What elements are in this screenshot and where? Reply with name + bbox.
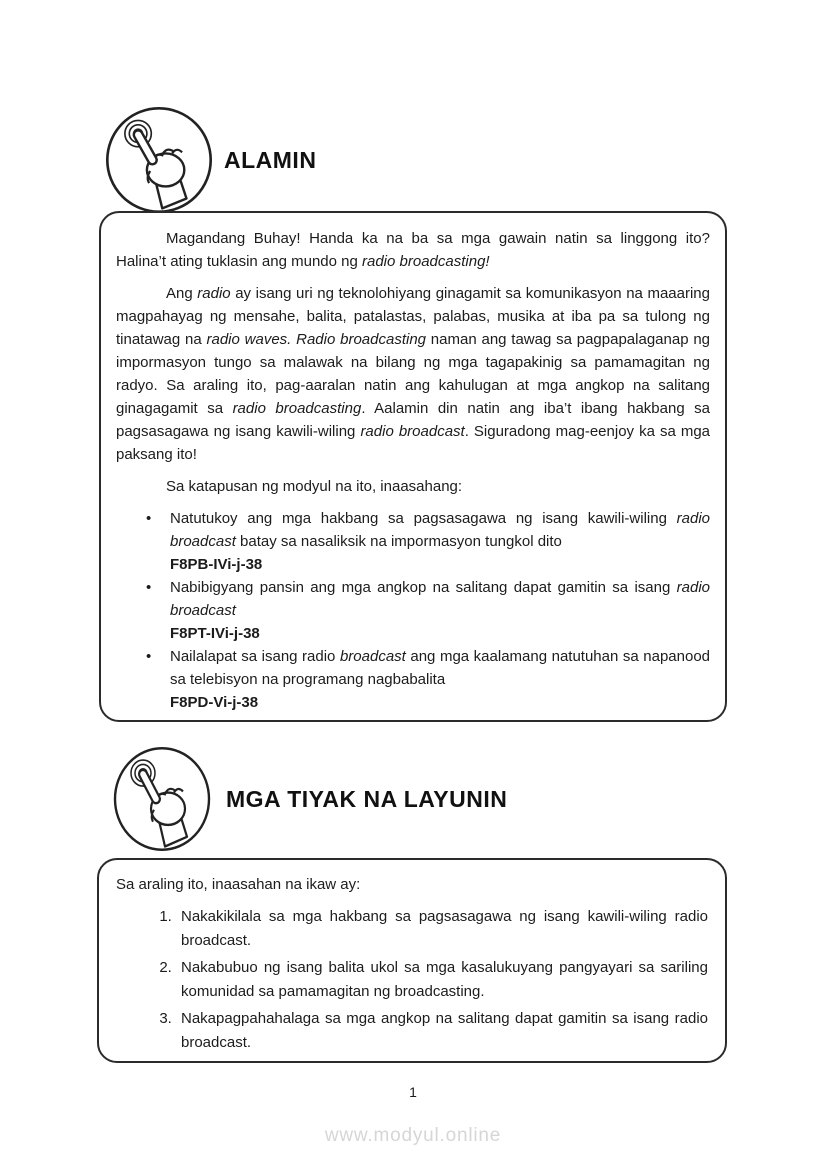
competency-list [116,507,710,714]
competency-item [170,645,710,714]
greeting-paragraph: Magandang Buhay! Handa ka na ba sa mga gawain natin sa linggong ito? Halina’t ating tuklasin ang mundo ng radio broadcasting! [116,230,710,270]
section-header-layunin [112,745,507,853]
section-title-layunin: MGA TIYAK NA LAYUNIN [226,785,508,812]
section-title-alamin: ALAMIN [224,146,317,173]
objectives-lead-paragraph: Sa araling ito, inaasahan na ikaw ay: [116,876,361,893]
touch-press-icon [112,745,212,853]
expectations-lead-paragraph: Sa katapusan ng modyul na ito, inaasahang: [166,478,463,495]
objective-item: 3. Nakapagpahahalaga sa mga angkop na salitang dapat gamitin sa isang radio broadcast. [176,1007,708,1055]
page-number: 1 [409,1084,417,1100]
section-header-alamin [104,105,316,215]
layunin-content-box [97,858,727,1063]
competency-text: Nailalapat sa isang radio broadcast ang mga kaalamang natutuhan sa napanood sa telebisyon na programang nagbabalita [170,648,711,688]
competency-item [170,507,710,576]
site-watermark: www.modyul.online [324,1125,502,1146]
competency-code: F8PD-Vi-j-38 [170,694,259,711]
touch-press-icon [104,105,214,215]
competency-text: Natutukoy ang mga hakbang sa pagsasagawa ng isang kawili-wiling radio broadcast batay sa nasaliksik na impormasyon tungkol dito [170,510,710,550]
alamin-content-box [99,211,727,722]
objective-item: 1. Nakakikilala sa mga hakbang sa pagsasagawa ng isang kawili-wiling radio broadcast. [176,905,708,953]
objectives-list [116,905,708,1055]
competency-code: F8PB-IVi-j-38 [170,556,263,573]
competency-item [170,576,710,645]
competency-text: Nabibigyang pansin ang mga angkop na salitang dapat gamitin sa isang radio broadcast [170,579,710,619]
competency-code: F8PT-IVi-j-38 [170,625,260,642]
radio-definition-paragraph: Ang radio ay isang uri ng teknolohiyang ginagamit sa komunikasyon na maaaring magpahayag ng mensahe, balita, patalastas, palabas, musika at iba pa sa tulong ng tinatawag na radio waves. Radio broadcasting naman ang tawag sa pagpapalaganap ng impormasyon tungo sa malawak na bilang ng mga tagapakinig sa pamamagitan ng radyo. Sa araling ito, pag-aaralan natin ang kahulugan at mga angkop na salitang ginagagamit sa radio broadcasting. Aalamin din natin ang iba’t ibang hakbang sa pagsasagawa ng isang kawili-wiling radio broadcast. Siguradong mag-eenjoy ka sa mga paksang ito! [116,285,711,463]
objective-item: 2. Nakabubuo ng isang balita ukol sa mga kasalukuyang pangyayari sa sariling komunidad sa pamamagitan ng broadcasting. [176,956,708,1004]
